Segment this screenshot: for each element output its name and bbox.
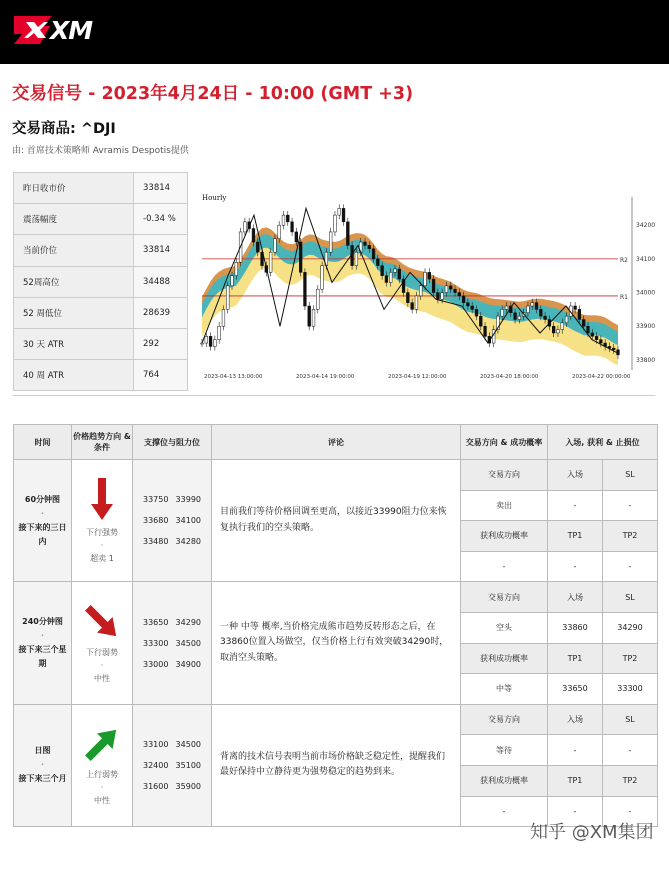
candle-body [274,239,277,252]
tp2-header: TP2 [603,521,658,552]
signal-row [14,460,658,491]
candle-body [557,330,560,333]
candle-body [376,259,379,266]
level-pair [143,740,201,749]
stats-row [14,297,188,328]
timeframe-label: 60分钟图 [24,494,61,504]
stat-label: 昨日收市价 [14,173,134,204]
candle-body [471,306,474,309]
timeframe-horizon: 接下来三个月 [18,774,67,784]
candle-body [304,272,307,306]
candle-body [539,309,542,316]
tp1-value: - [548,551,603,582]
trend-dot: · [100,782,104,792]
candle-body [505,306,508,309]
probability-header: 获利成功概率 [461,643,548,674]
tp2-header: TP2 [603,765,658,796]
candle-body [269,252,272,272]
candle-body [381,266,384,276]
candle-body [372,249,375,259]
watermark: 知乎 @XM集团 [530,822,654,843]
candle-body [599,340,602,343]
signal-row [14,704,658,735]
candle-body [561,323,564,330]
resistance-level: 35100 [175,760,201,770]
trading-signals-table [13,424,658,827]
x-tick-label: 2023-04-22 00:00:00 [572,374,631,380]
entry-value: - [548,735,603,766]
sl-header: SL [603,582,658,613]
candle-body [544,316,547,319]
stat-value: -0.34 % [134,204,188,235]
tp2-value: - [603,796,658,827]
timeframe-cell [14,582,72,704]
timeframe-dot: · [40,760,45,770]
candle-body [312,309,315,326]
probability-value: 中等 [461,674,548,705]
candle-body [329,232,332,252]
resistance-level: 34100 [175,516,201,526]
candle-body [256,242,259,252]
support-level: 32400 [143,760,169,770]
tp2-header: TP2 [603,643,658,674]
candle-body [466,303,469,306]
tp2-value: 33300 [603,674,658,705]
y-tick-label: 34000 [636,289,656,297]
candle-body [454,289,457,292]
support-level: 33650 [143,617,169,627]
trend-condition: 超卖 1 [90,554,114,564]
candle-body [252,229,255,242]
tp1-header: TP1 [548,521,603,552]
candle-body [385,276,388,283]
x-tick-label: 2023-04-14 19:00:00 [296,374,355,380]
level-pair [143,782,201,791]
candle-body [565,316,568,323]
candle-body [424,272,427,285]
direction-header: 交易方向 [461,460,548,491]
level-pair [143,537,201,546]
candle-body [411,303,414,310]
resistance-level: 34280 [175,537,201,547]
candle-body [282,215,285,225]
candle-body [394,269,397,272]
candle-body [295,232,298,242]
candle-body [462,296,465,303]
candle-body [209,336,212,346]
comment-cell: 目前我们等待价格回调至更高，以接近33990阻力位来恢复执行我们的空头策略。 [212,460,461,582]
candle-body [484,326,487,336]
timeframe-dot: · [40,631,45,641]
candle-body [342,208,345,221]
stats-row [14,204,188,235]
support-level: 33000 [143,659,169,669]
timeframe-label: 240分钟图 [22,617,63,627]
probability-header: 获利成功概率 [461,765,548,796]
candle-body [278,225,281,238]
candle-body [531,303,534,306]
trend-condition: 中性 [94,795,110,805]
sl-value: 34290 [603,612,658,643]
candle-body [552,326,555,333]
levels-cell [133,460,212,582]
header-entry: 入场, 获利 & 止损位 [548,425,658,460]
header-trend: 价格趋势方向 & 条件 [72,425,133,460]
stat-value: 764 [134,360,188,391]
candle-body [222,309,225,326]
candle-body [612,348,615,350]
candle-body [316,289,319,309]
resistance-level: 35900 [175,781,201,791]
stats-row [14,328,188,359]
probability-value: - [461,796,548,827]
entry-value: - [548,490,603,521]
candle-body [213,340,216,347]
support-level: 33100 [143,739,169,749]
level-pair [143,618,201,627]
candle-body [441,293,444,300]
candle-body [595,336,598,339]
hourly-price-chart [198,183,656,383]
level-pair [143,516,201,525]
stats-row [14,360,188,391]
resistance-level: 34900 [175,659,201,669]
stat-label: 30 天 ATR [14,328,134,359]
levels-cell [133,582,212,704]
page-title: 交易信号 - 2023年4月24日 - 10:00 (GMT +3) [12,84,414,104]
y-tick-label: 33800 [636,356,656,364]
entry-header: 入场 [548,460,603,491]
entry-value: 33860 [548,612,603,643]
resistance-label-R1: R1 [620,293,628,301]
chart-title: Hourly [202,194,227,202]
direction-header: 交易方向 [461,704,548,735]
tp1-header: TP1 [548,643,603,674]
stat-value: 292 [134,328,188,359]
trend-cell [72,704,133,826]
stat-label: 52 周低位 [14,297,134,328]
candle-body [428,272,431,279]
stat-label: 当前价位 [14,235,134,266]
candle-body [321,266,324,290]
timeframe-cell [14,704,72,826]
trend-label: 上行弱势 [86,769,118,779]
candle-body [398,269,401,279]
candle-body [299,242,302,272]
level-pair [143,495,201,504]
stat-label: 52周高位 [14,266,134,297]
tp1-value: - [548,796,603,827]
direction-value: 卖出 [461,490,548,521]
support-level: 33680 [143,516,169,526]
support-level: 31600 [143,781,169,791]
tp1-value: 33650 [548,674,603,705]
candle-body [436,293,439,300]
brand-wordmark: XM [50,16,93,45]
candle-body [449,286,452,289]
candle-body [291,222,294,232]
entry-header: 入场 [548,704,603,735]
y-tick-label: 34100 [636,255,656,263]
stat-value: 28639 [134,297,188,328]
candle-body [308,306,311,326]
x-tick-label: 2023-04-20 18:00:00 [480,374,539,380]
candle-body [231,276,234,286]
levels-cell [133,704,212,826]
sl-header: SL [603,460,658,491]
candle-body [432,279,435,292]
direction-value: 空头 [461,612,548,643]
support-level: 33750 [143,495,169,505]
arrow-up-right-icon [82,724,122,764]
candle-body [578,309,581,319]
sl-value: - [603,735,658,766]
trend-dot: · [100,541,104,551]
trend-dot: · [100,660,104,670]
candle-body [574,306,577,309]
level-pair [143,639,201,648]
candle-body [479,316,482,326]
header-bar [0,0,669,64]
support-level: 33480 [143,537,169,547]
comment-cell: 背离的技术信号表明当前市场价格缺乏稳定性，提醒我们最好保持中立静待更为强势稳定的趋势到来。 [212,704,461,826]
header-comment: 评论 [212,425,461,460]
entry-header: 入场 [548,582,603,613]
timeframe-cell [14,460,72,582]
candle-body [514,313,517,320]
sl-header: SL [603,704,658,735]
price-stats-table [13,172,188,391]
trend-condition: 中性 [94,673,110,683]
x-tick-label: 2023-04-13 13:00:00 [204,374,263,380]
candle-body [415,296,418,309]
resistance-level: 34500 [175,739,201,749]
section-divider [13,395,655,396]
resistance-level: 34290 [175,617,201,627]
candle-body [201,343,204,344]
stats-row [14,173,188,204]
level-pair [143,761,201,770]
candle-body [355,252,358,265]
candle-body [338,208,341,215]
header-direction: 交易方向 & 成功概率 [461,425,548,460]
stats-row [14,266,188,297]
candle-body [368,245,371,248]
candle-body [518,316,521,319]
trend-label: 下行强势 [86,528,118,538]
candle-body [205,336,208,343]
trend-label: 下行弱势 [86,647,118,657]
stats-row [14,235,188,266]
trend-cell [72,582,133,704]
candle-body [527,306,530,313]
candle-body [406,293,409,303]
stat-label: 震荡幅度 [14,204,134,235]
timeframe-dot: · [40,508,45,518]
candle-body [458,293,461,296]
timeframe-horizon: 接下来三个星期 [18,645,67,669]
stat-value: 34488 [134,266,188,297]
stat-label: 40 周 ATR [14,360,134,391]
tp2-value: - [603,551,658,582]
arrow-down-icon [89,476,115,522]
resistance-label-R2: R2 [620,256,628,264]
candle-body [475,309,478,316]
level-pair [143,660,201,669]
stat-value: 33814 [134,235,188,266]
resistance-level: 33990 [175,495,201,505]
probability-value: - [461,551,548,582]
y-tick-label: 34200 [636,222,656,230]
direction-header: 交易方向 [461,582,548,613]
tp1-header: TP1 [548,765,603,796]
stat-value: 33814 [134,173,188,204]
timeframe-label: 日图 [34,746,51,756]
header-levels: 支撑位与阻力位 [133,425,212,460]
candle-body [218,326,221,339]
arrow-down-right-icon [82,602,122,642]
direction-value: 等待 [461,735,548,766]
resistance-level: 34500 [175,638,201,648]
candle-body [243,222,246,232]
candle-body [501,309,504,316]
trend-cell [72,460,133,582]
instrument-title: 交易商品: ^DJI [12,121,116,137]
candle-body [364,242,367,245]
candle-body [445,286,448,293]
x-tick-label: 2023-04-19 12:00:00 [388,374,447,380]
candle-body [226,286,229,310]
candle-body [582,319,585,326]
candle-body [587,326,590,333]
signal-row [14,582,658,613]
candle-body [235,262,238,275]
candle-body [334,215,337,232]
header-time: 时间 [14,425,72,460]
support-level: 33300 [143,638,169,648]
candle-body [535,303,538,310]
sl-value: - [603,490,658,521]
y-tick-label: 33900 [636,323,656,331]
comment-cell: 一种 中等 概率,当价格完成熊市趋势反转形态之后，在33860位置入场做空，仅当价格上行有效突破34290时，取消空头策略。 [212,582,461,704]
timeframe-horizon: 接下来的三日内 [18,522,67,546]
candle-body [389,272,392,282]
candle-body [419,286,422,296]
author-byline: 由: 首席技术策略师 Avramis Despotis提供 [12,146,189,156]
probability-header: 获利成功概率 [461,521,548,552]
candle-body [346,222,349,246]
candle-body [286,215,289,222]
candle-body [591,333,594,336]
